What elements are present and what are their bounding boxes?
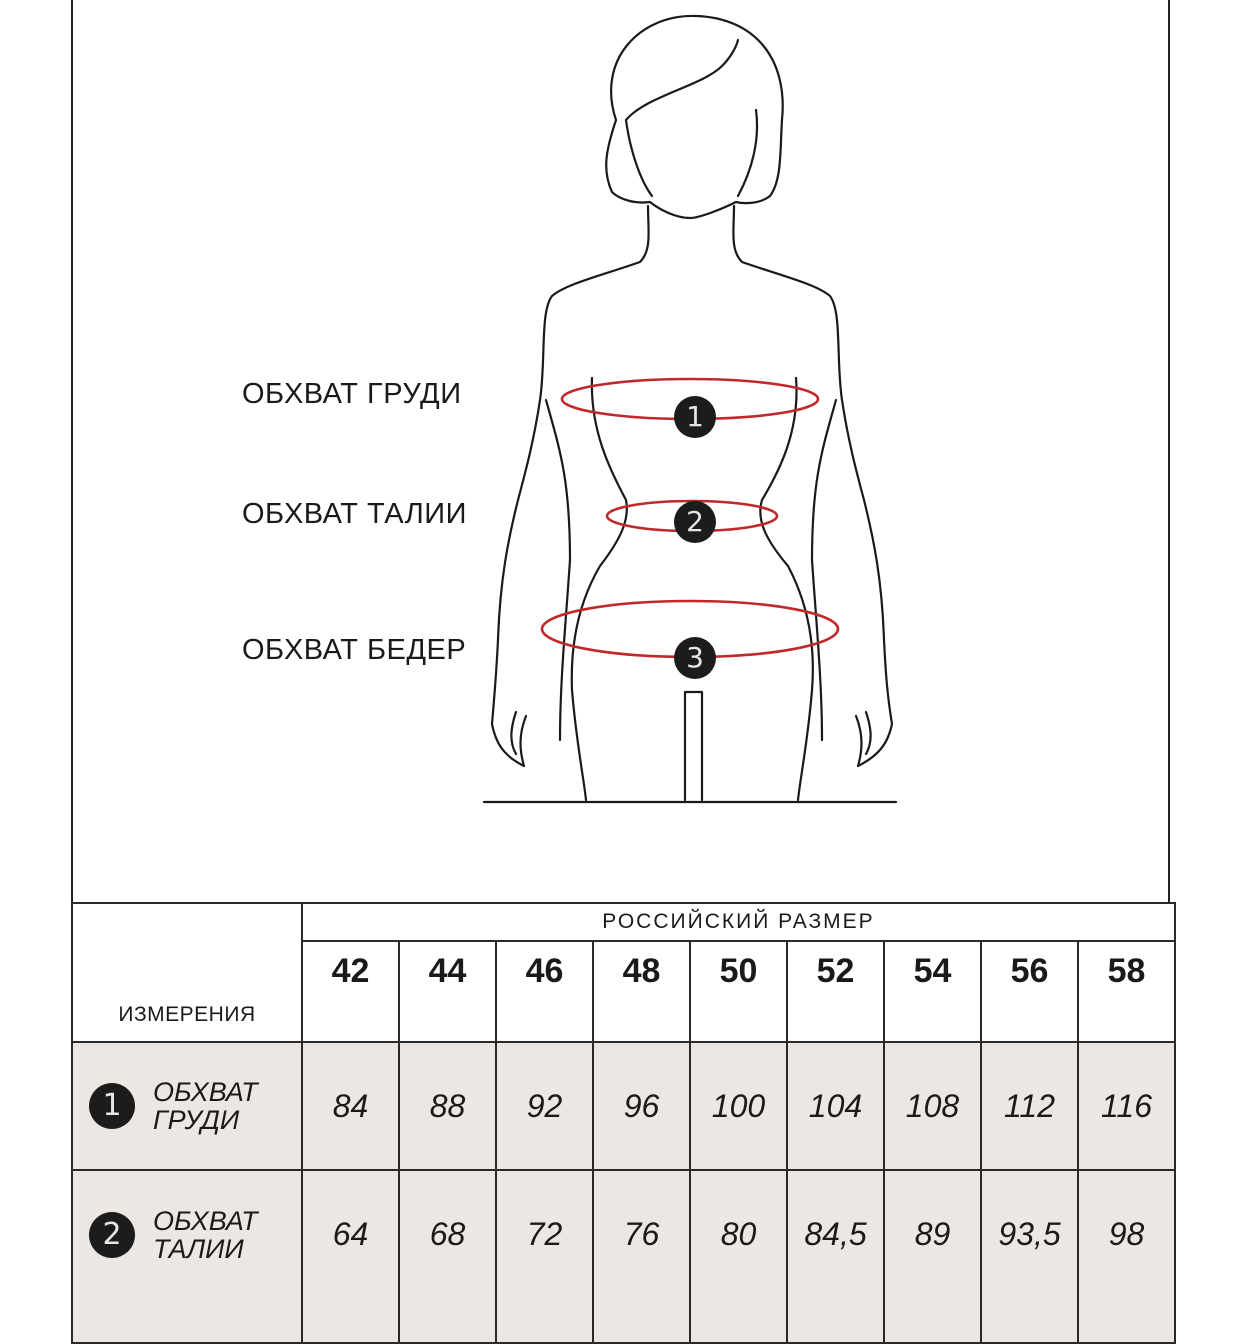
size-50: 50 [690, 941, 787, 1042]
size-52: 52 [787, 941, 884, 1042]
marker-2: 2 [674, 501, 716, 543]
table-cell: 100 [690, 1042, 787, 1170]
table-cell: 116 [1078, 1042, 1175, 1170]
marker-3: 3 [674, 637, 716, 679]
marker-1: 1 [674, 396, 716, 438]
table-cell: 93,5 [981, 1170, 1078, 1343]
inner-arm-right [812, 400, 836, 740]
table-cell: 108 [884, 1042, 981, 1170]
table-cell: 76 [593, 1170, 690, 1343]
table-cell: 64 [302, 1170, 399, 1343]
row-label-waist [72, 1170, 302, 1343]
legs-gap [685, 692, 702, 800]
row-number-1: 1 [89, 1083, 135, 1129]
table-cell: 89 [884, 1170, 981, 1343]
face-line [626, 120, 652, 196]
size-56: 56 [981, 941, 1078, 1042]
table-cell: 96 [593, 1042, 690, 1170]
size-54: 54 [884, 941, 981, 1042]
hand-left [511, 712, 526, 766]
size-44: 44 [399, 941, 496, 1042]
label-hips: ОБХВАТ БЕДЕР [242, 634, 467, 666]
table-cell: 84,5 [787, 1170, 884, 1343]
size-42: 42 [302, 941, 399, 1042]
hand-right [856, 712, 871, 766]
row-label-chest [72, 1042, 302, 1170]
russian-size-header: РОССИЙСКИЙ РАЗМЕР [302, 903, 1175, 941]
row-label-line2: ГРУДИ [153, 1105, 240, 1135]
table-cell: 98 [1078, 1170, 1175, 1343]
face-line-right [738, 110, 757, 196]
table-cell: 84 [302, 1042, 399, 1170]
row-label-line1: ОБХВАТ [153, 1206, 258, 1236]
table-cell: 72 [496, 1170, 593, 1343]
table-row-waist [72, 1170, 1175, 1343]
table-cell: 92 [496, 1042, 593, 1170]
neck-left [492, 206, 649, 766]
table-cell: 68 [399, 1170, 496, 1343]
table-cell: 80 [690, 1170, 787, 1343]
torso-right [760, 378, 813, 800]
measurements-header: ИЗМЕРЕНИЯ [72, 903, 302, 1042]
inner-arm-left [546, 400, 570, 740]
table-cell: 112 [981, 1042, 1078, 1170]
label-waist: ОБХВАТ ТАЛИИ [242, 498, 467, 530]
row-number-2: 2 [89, 1212, 135, 1258]
torso-left [572, 378, 627, 800]
table-row-chest [72, 1042, 1175, 1170]
size-48: 48 [593, 941, 690, 1042]
row-label-line2: ТАЛИИ [153, 1234, 244, 1264]
size-46: 46 [496, 941, 593, 1042]
hair-fringe [626, 40, 738, 120]
table-cell: 88 [399, 1042, 496, 1170]
table-cell: 104 [787, 1042, 884, 1170]
size-table [71, 902, 1176, 1344]
size-58: 58 [1078, 941, 1175, 1042]
row-label-line1: ОБХВАТ [153, 1077, 258, 1107]
label-chest: ОБХВАТ ГРУДИ [242, 378, 462, 410]
